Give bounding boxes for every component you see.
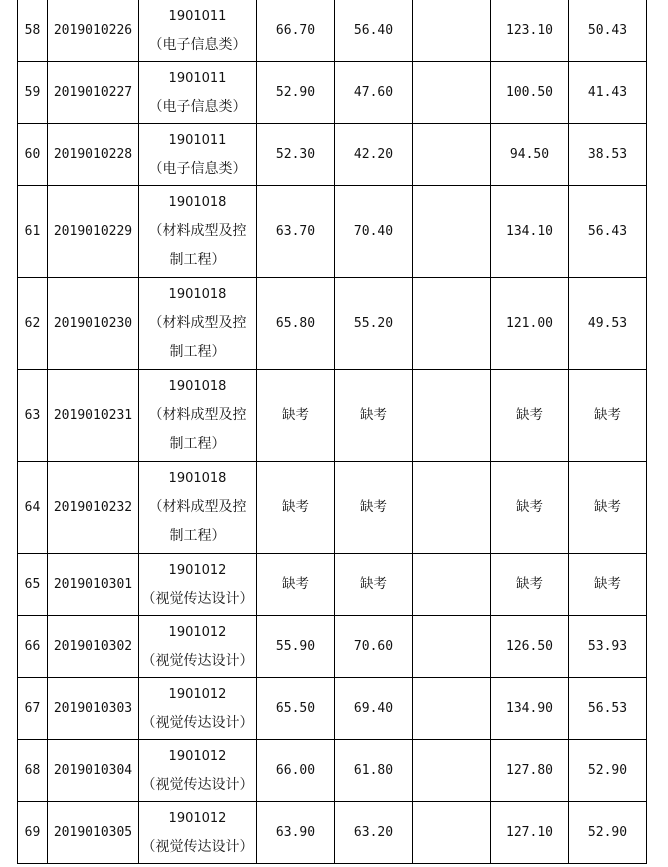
table-row bbox=[18, 678, 647, 740]
score-2: 42.20 bbox=[335, 124, 413, 186]
row-number: 63 bbox=[18, 370, 48, 462]
major-cell bbox=[139, 678, 257, 740]
final-score: 56.43 bbox=[569, 186, 647, 278]
table-row bbox=[18, 62, 647, 124]
row-number: 67 bbox=[18, 678, 48, 740]
final-score: 53.93 bbox=[569, 616, 647, 678]
score-3 bbox=[413, 124, 491, 186]
total-score: 缺考 bbox=[491, 554, 569, 616]
score-2: 70.60 bbox=[335, 616, 413, 678]
major-name: （视觉传达设计） bbox=[141, 838, 254, 855]
table-row bbox=[18, 462, 647, 554]
major-code: 1901011 bbox=[168, 70, 227, 86]
score-2: 56.40 bbox=[335, 0, 413, 62]
row-number: 65 bbox=[18, 554, 48, 616]
row-number: 68 bbox=[18, 740, 48, 802]
major-code: 1901018 bbox=[168, 287, 227, 302]
major-code: 1901012 bbox=[168, 562, 227, 578]
final-score: 38.53 bbox=[569, 124, 647, 186]
major-name: （视觉传达设计） bbox=[141, 652, 254, 669]
score-1: 缺考 bbox=[257, 462, 335, 554]
major-code: 1901011 bbox=[168, 8, 227, 24]
exam-id: 2019010231 bbox=[48, 370, 139, 462]
major-cell bbox=[139, 186, 257, 278]
final-score: 41.43 bbox=[569, 62, 647, 124]
total-score: 127.80 bbox=[491, 740, 569, 802]
major-name-line-2: 制工程） bbox=[169, 252, 226, 268]
row-number: 61 bbox=[18, 186, 48, 278]
major-name-line-1: （材料成型及控 bbox=[148, 499, 247, 515]
score-3 bbox=[413, 802, 491, 864]
score-2: 63.20 bbox=[335, 802, 413, 864]
table-row bbox=[18, 124, 647, 186]
score-table bbox=[17, 0, 647, 864]
major-cell bbox=[139, 462, 257, 554]
table-row bbox=[18, 802, 647, 864]
score-3 bbox=[413, 186, 491, 278]
total-score: 缺考 bbox=[491, 370, 569, 462]
table-row bbox=[18, 370, 647, 462]
exam-id: 2019010230 bbox=[48, 278, 139, 370]
table-row bbox=[18, 186, 647, 278]
major-cell bbox=[139, 740, 257, 802]
score-1: 66.00 bbox=[257, 740, 335, 802]
major-name: （电子信息类） bbox=[148, 98, 247, 115]
total-score: 123.10 bbox=[491, 0, 569, 62]
score-3 bbox=[413, 370, 491, 462]
row-number: 58 bbox=[18, 0, 48, 62]
major-cell bbox=[139, 802, 257, 864]
score-3 bbox=[413, 678, 491, 740]
major-name: （电子信息类） bbox=[148, 160, 247, 177]
major-code: 1901018 bbox=[168, 379, 227, 394]
score-2: 61.80 bbox=[335, 740, 413, 802]
major-name-line-1: （材料成型及控 bbox=[148, 315, 247, 331]
major-code: 1901011 bbox=[168, 132, 227, 148]
major-name-line-2: 制工程） bbox=[169, 528, 226, 544]
score-1: 缺考 bbox=[257, 370, 335, 462]
row-number: 59 bbox=[18, 62, 48, 124]
score-1: 63.90 bbox=[257, 802, 335, 864]
score-1: 65.50 bbox=[257, 678, 335, 740]
final-score: 52.90 bbox=[569, 802, 647, 864]
row-number: 66 bbox=[18, 616, 48, 678]
table-row bbox=[18, 554, 647, 616]
major-code: 1901018 bbox=[168, 195, 227, 210]
exam-id: 2019010302 bbox=[48, 616, 139, 678]
total-score: 126.50 bbox=[491, 616, 569, 678]
final-score: 缺考 bbox=[569, 370, 647, 462]
total-score: 134.90 bbox=[491, 678, 569, 740]
row-number: 64 bbox=[18, 462, 48, 554]
table-row bbox=[18, 278, 647, 370]
exam-id: 2019010229 bbox=[48, 186, 139, 278]
score-1: 52.30 bbox=[257, 124, 335, 186]
score-2: 缺考 bbox=[335, 370, 413, 462]
major-cell bbox=[139, 370, 257, 462]
total-score: 121.00 bbox=[491, 278, 569, 370]
major-cell bbox=[139, 0, 257, 62]
exam-id: 2019010228 bbox=[48, 124, 139, 186]
major-code: 1901012 bbox=[168, 748, 227, 764]
score-3 bbox=[413, 0, 491, 62]
score-3 bbox=[413, 740, 491, 802]
score-1: 65.80 bbox=[257, 278, 335, 370]
score-3 bbox=[413, 278, 491, 370]
major-name: （视觉传达设计） bbox=[141, 714, 254, 731]
major-cell bbox=[139, 124, 257, 186]
exam-id: 2019010303 bbox=[48, 678, 139, 740]
table-row bbox=[18, 740, 647, 802]
total-score: 缺考 bbox=[491, 462, 569, 554]
total-score: 134.10 bbox=[491, 186, 569, 278]
score-1: 52.90 bbox=[257, 62, 335, 124]
row-number: 62 bbox=[18, 278, 48, 370]
score-2: 47.60 bbox=[335, 62, 413, 124]
major-code: 1901012 bbox=[168, 810, 227, 826]
table-row bbox=[18, 616, 647, 678]
major-cell bbox=[139, 278, 257, 370]
major-name-line-2: 制工程） bbox=[169, 436, 226, 452]
exam-id: 2019010304 bbox=[48, 740, 139, 802]
exam-id: 2019010226 bbox=[48, 0, 139, 62]
final-score: 49.53 bbox=[569, 278, 647, 370]
major-cell bbox=[139, 616, 257, 678]
total-score: 127.10 bbox=[491, 802, 569, 864]
exam-id: 2019010305 bbox=[48, 802, 139, 864]
major-code: 1901018 bbox=[168, 471, 227, 486]
score-2: 缺考 bbox=[335, 462, 413, 554]
score-2: 55.20 bbox=[335, 278, 413, 370]
total-score: 94.50 bbox=[491, 124, 569, 186]
row-number: 69 bbox=[18, 802, 48, 864]
major-name-line-1: （材料成型及控 bbox=[148, 223, 247, 239]
major-name-line-1: （材料成型及控 bbox=[148, 407, 247, 423]
major-cell bbox=[139, 554, 257, 616]
final-score: 50.43 bbox=[569, 0, 647, 62]
final-score: 56.53 bbox=[569, 678, 647, 740]
major-name-line-2: 制工程） bbox=[169, 344, 226, 360]
table-row bbox=[18, 0, 647, 62]
major-code: 1901012 bbox=[168, 686, 227, 702]
score-1: 63.70 bbox=[257, 186, 335, 278]
major-name: （视觉传达设计） bbox=[141, 590, 254, 607]
total-score: 100.50 bbox=[491, 62, 569, 124]
final-score: 52.90 bbox=[569, 740, 647, 802]
final-score: 缺考 bbox=[569, 462, 647, 554]
major-code: 1901012 bbox=[168, 624, 227, 640]
exam-id: 2019010227 bbox=[48, 62, 139, 124]
score-1: 55.90 bbox=[257, 616, 335, 678]
score-2: 69.40 bbox=[335, 678, 413, 740]
row-number: 60 bbox=[18, 124, 48, 186]
major-name: （电子信息类） bbox=[148, 36, 247, 53]
exam-id: 2019010301 bbox=[48, 554, 139, 616]
major-name: （视觉传达设计） bbox=[141, 776, 254, 793]
final-score: 缺考 bbox=[569, 554, 647, 616]
score-1: 缺考 bbox=[257, 554, 335, 616]
score-3 bbox=[413, 554, 491, 616]
score-3 bbox=[413, 462, 491, 554]
exam-id: 2019010232 bbox=[48, 462, 139, 554]
major-cell bbox=[139, 62, 257, 124]
score-3 bbox=[413, 616, 491, 678]
score-1: 66.70 bbox=[257, 0, 335, 62]
score-2: 70.40 bbox=[335, 186, 413, 278]
score-3 bbox=[413, 62, 491, 124]
score-2: 缺考 bbox=[335, 554, 413, 616]
